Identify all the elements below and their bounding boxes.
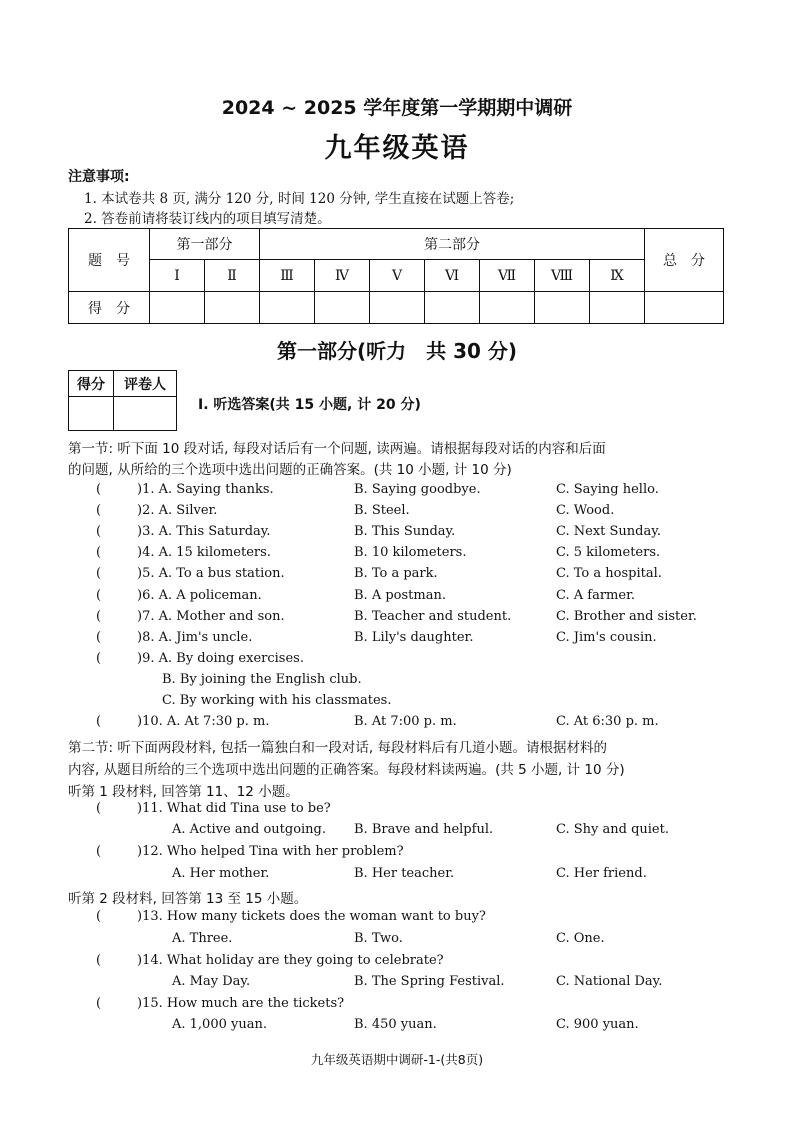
- option-c: C. National Day.: [556, 974, 663, 989]
- question-option-row: [0, 974, 794, 995]
- option-a: )10. A. At 7:30 p. m.: [137, 714, 270, 729]
- option-b: B. Brave and helpful.: [354, 822, 494, 837]
- column-5: Ⅴ: [370, 260, 425, 292]
- score-table: [68, 228, 724, 324]
- section2-intro-line2: 内容, 从题目所给的三个选项中选出问题的正确答案。每段材料读两遍。(共 5 小题, 计 10 分): [68, 762, 625, 778]
- option-c: C. By working with his classmates.: [162, 693, 392, 708]
- option-b: B. Two.: [354, 931, 403, 946]
- answer-blank[interactable]: (: [96, 909, 102, 924]
- question-row: [0, 630, 794, 651]
- question-number-label: 题 号: [69, 229, 150, 292]
- score-cell[interactable]: [370, 292, 425, 324]
- option-a: )9. A. By doing exercises.: [137, 651, 304, 666]
- question-row: [0, 844, 794, 865]
- option-b: B. 10 kilometers.: [354, 545, 467, 560]
- question-stem: )13. How many tickets does the woman want to buy?: [137, 909, 486, 924]
- grader-score-cell[interactable]: [69, 397, 114, 431]
- answer-blank[interactable]: (: [96, 801, 102, 816]
- material1-instruction: 听第 1 段材料, 回答第 11、12 小题。: [68, 784, 299, 800]
- option-c: C. 5 kilometers.: [556, 545, 661, 560]
- score-cell[interactable]: [480, 292, 535, 324]
- option-c: C. Brother and sister.: [556, 609, 697, 624]
- part1-title: 第一部分(听力 共 30 分): [276, 339, 518, 363]
- question-row: [0, 714, 794, 735]
- option-b: B. At 7:00 p. m.: [354, 714, 457, 729]
- answer-blank[interactable]: (: [96, 844, 102, 859]
- score-cell[interactable]: [535, 292, 590, 324]
- question-option-row: [0, 1017, 794, 1038]
- question-option-row: [0, 931, 794, 952]
- question-stem: )11. What did Tina use to be?: [137, 801, 331, 816]
- question-row: [0, 588, 794, 609]
- question-option-row: [0, 672, 794, 693]
- question-row: [0, 651, 794, 672]
- option-c: C. Shy and quiet.: [556, 822, 669, 837]
- option-b: B. By joining the English club.: [162, 672, 362, 687]
- score-cell[interactable]: [205, 292, 260, 324]
- question-stem: )15. How much are the tickets?: [137, 996, 345, 1011]
- option-b: B. 450 yuan.: [354, 1017, 437, 1032]
- grader-reviewer-label: 评卷人: [114, 371, 177, 397]
- part2-header: 第二部分: [260, 229, 645, 260]
- section2-intro-line1: 第二节: 听下面两段材料, 包括一篇独白和一段对话, 每段材料后有几道小题。请根据材料的: [68, 740, 608, 756]
- section1-heading: Ⅰ. 听选答案(共 15 小题, 计 20 分): [198, 397, 421, 413]
- option-a: A. May Day.: [172, 974, 251, 989]
- option-b: B. To a park.: [354, 566, 438, 581]
- score-cell[interactable]: [425, 292, 480, 324]
- question-row: [0, 503, 794, 524]
- option-b: B. Steel.: [354, 503, 410, 518]
- page-footer: 九年级英语期中调研-1-(共8页): [310, 1052, 484, 1067]
- option-a: A. Three.: [172, 931, 233, 946]
- answer-blank[interactable]: (: [96, 996, 102, 1011]
- question-row: [0, 996, 794, 1017]
- option-a: )4. A. 15 kilometers.: [137, 545, 271, 560]
- answer-blank[interactable]: (: [96, 503, 102, 518]
- column-8: Ⅷ: [535, 260, 590, 292]
- column-2: Ⅱ: [205, 260, 260, 292]
- question-row: [0, 909, 794, 930]
- score-row-label: 得 分: [69, 292, 150, 324]
- option-b: B. A postman.: [354, 588, 446, 603]
- total-score-cell[interactable]: [645, 292, 724, 324]
- answer-blank[interactable]: (: [96, 482, 102, 497]
- question-row: [0, 801, 794, 822]
- option-a: A. Her mother.: [172, 866, 270, 881]
- option-c: C. Jim's cousin.: [556, 630, 657, 645]
- option-c: C. 900 yuan.: [556, 1017, 639, 1032]
- exam-year-title: 2024 ~ 2025 学年度第一学期期中调研: [221, 97, 573, 119]
- option-a: )1. A. Saying thanks.: [137, 482, 274, 497]
- option-a: )3. A. This Saturday.: [137, 524, 271, 539]
- option-c: C. Next Sunday.: [556, 524, 661, 539]
- question-stem: )12. Who helped Tina with her problem?: [137, 844, 404, 859]
- option-a: )8. A. Jim's uncle.: [137, 630, 253, 645]
- column-7: Ⅶ: [480, 260, 535, 292]
- option-b: B. The Spring Festival.: [354, 974, 505, 989]
- answer-blank[interactable]: (: [96, 651, 102, 666]
- question-stem: )14. What holiday are they going to celebrate?: [137, 953, 444, 968]
- option-b: B. Her teacher.: [354, 866, 455, 881]
- option-b: B. Saying goodbye.: [354, 482, 481, 497]
- question-row: [0, 545, 794, 566]
- question-row: [0, 482, 794, 503]
- question-row: [0, 524, 794, 545]
- grader-score-label: 得分: [69, 371, 114, 397]
- section1-intro-line1: 第一节: 听下面 10 段对话, 每段对话后有一个问题, 读两遍。请根据每段对话的内容和后面: [68, 441, 606, 457]
- part1-header: 第一部分: [150, 229, 260, 260]
- answer-blank[interactable]: (: [96, 524, 102, 539]
- column-4: Ⅳ: [315, 260, 370, 292]
- answer-blank[interactable]: (: [96, 630, 102, 645]
- option-a: )2. A. Silver.: [137, 503, 218, 518]
- option-c: C. Wood.: [556, 503, 615, 518]
- option-b: B. Teacher and student.: [354, 609, 512, 624]
- column-3: Ⅲ: [260, 260, 315, 292]
- material2-instruction: 听第 2 段材料, 回答第 13 至 15 小题。: [68, 891, 308, 907]
- answer-blank[interactable]: (: [96, 566, 102, 581]
- question-row: [0, 953, 794, 974]
- exam-subject-title: 九年级英语: [324, 133, 470, 164]
- option-a: A. Active and outgoing.: [172, 822, 327, 837]
- question-row: [0, 566, 794, 587]
- question-option-row: [0, 822, 794, 843]
- score-cell[interactable]: [590, 292, 645, 324]
- option-a: )6. A. A policeman.: [137, 588, 262, 603]
- grader-box: [68, 370, 177, 431]
- option-a: )5. A. To a bus station.: [137, 566, 285, 581]
- answer-blank[interactable]: (: [96, 609, 102, 624]
- option-c: C. A farmer.: [556, 588, 635, 603]
- option-c: C. Her friend.: [556, 866, 647, 881]
- answer-blank[interactable]: (: [96, 953, 102, 968]
- score-cell[interactable]: [260, 292, 315, 324]
- answer-blank[interactable]: (: [96, 714, 102, 729]
- column-1: Ⅰ: [150, 260, 205, 292]
- answer-blank[interactable]: (: [96, 545, 102, 560]
- column-6: Ⅵ: [425, 260, 480, 292]
- column-9: Ⅸ: [590, 260, 645, 292]
- answer-blank[interactable]: (: [96, 588, 102, 603]
- section1-intro-line2: 的问题, 从所给的三个选项中选出问题的正确答案。(共 10 小题, 计 10 分): [68, 462, 512, 478]
- notice-item-1: 1. 本试卷共 8 页, 满分 120 分, 时间 120 分钟, 学生直接在试题上答卷;: [84, 191, 515, 207]
- question-option-row: [0, 866, 794, 887]
- question-row: [0, 609, 794, 630]
- score-cell[interactable]: [150, 292, 205, 324]
- option-a: )7. A. Mother and son.: [137, 609, 285, 624]
- option-c: C. At 6:30 p. m.: [556, 714, 659, 729]
- notice-heading: 注意事项:: [68, 169, 130, 185]
- notice-item-2: 2. 答卷前请将装订线内的项目填写清楚。: [84, 211, 331, 227]
- option-a: A. 1,000 yuan.: [172, 1017, 267, 1032]
- option-c: C. Saying hello.: [556, 482, 659, 497]
- grader-reviewer-cell[interactable]: [114, 397, 177, 431]
- option-c: C. One.: [556, 931, 605, 946]
- option-b: B. This Sunday.: [354, 524, 456, 539]
- option-b: B. Lily's daughter.: [354, 630, 474, 645]
- question-option-row: [0, 693, 794, 714]
- total-label: 总 分: [645, 229, 724, 292]
- option-c: C. To a hospital.: [556, 566, 662, 581]
- score-cell[interactable]: [315, 292, 370, 324]
